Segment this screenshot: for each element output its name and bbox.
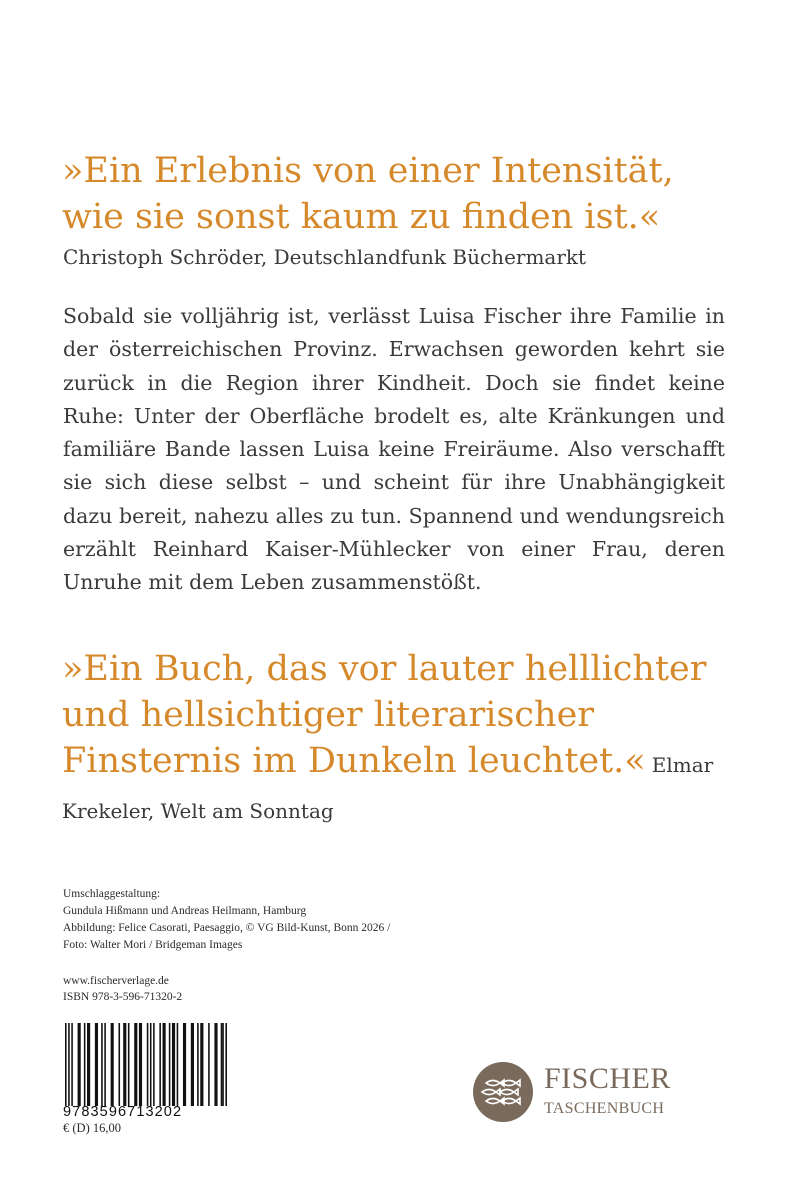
credits-line: Foto: Walter Mori / Bridgeman Images	[63, 939, 243, 951]
barcode-bar	[68, 1023, 70, 1106]
price: € (D) 16,00	[63, 1121, 121, 1135]
barcode-bar	[221, 1023, 223, 1106]
barcode-bar	[150, 1023, 152, 1106]
barcode-bar	[214, 1023, 217, 1106]
press-quote-1	[62, 148, 742, 240]
barcode-icon	[63, 1023, 229, 1106]
credits-line: Gundula Hißmann und Andreas Heilmann, Hamburg	[63, 905, 307, 917]
barcode-bar	[191, 1023, 194, 1106]
barcode-bar	[159, 1023, 161, 1106]
barcode-bar	[225, 1023, 227, 1106]
fischer-fish-logo-icon	[472, 1061, 534, 1123]
barcode-bar	[78, 1023, 81, 1106]
barcode-bar	[169, 1023, 171, 1106]
barcode-bar	[118, 1023, 120, 1106]
barcode-bar	[147, 1023, 149, 1106]
barcode-bar	[87, 1023, 90, 1106]
barcode-bar	[128, 1023, 130, 1106]
press-quote-2-source: Elmar Krekeler, Welt am Sonntag	[62, 753, 714, 823]
press-quote-2-text: »Ein Buch, das vor lauter helllichter und hellsichtiger literarischer Finsternis im Dunkeln leuchtet.«	[62, 649, 707, 781]
press-quote-1-text: »Ein Erlebnis von einer Intensität, wie sie sonst kaum zu finden ist.«	[62, 151, 674, 237]
barcode-bar	[197, 1023, 199, 1106]
credits-line: Umschlaggestaltung:	[63, 888, 161, 900]
press-quote-1-source: Christoph Schröder, Deutschlandfunk Büchermarkt	[63, 245, 587, 269]
barcode-bar	[200, 1023, 203, 1106]
isbn: ISBN 978-3-596-71320-2	[63, 991, 183, 1003]
barcode-bar	[139, 1023, 142, 1106]
barcode-bar	[95, 1023, 98, 1106]
barcode-bar	[222, 1023, 224, 1106]
barcode-bar	[183, 1023, 186, 1106]
barcode-bar	[153, 1023, 155, 1106]
press-quote-2	[62, 646, 742, 830]
barcode-bar	[163, 1023, 166, 1106]
publisher-imprint: TASCHENBUCH	[544, 1100, 665, 1117]
credits-line: Abbildung: Felice Casorati, Paesaggio, © VG Bild-Kunst, Bonn 2026 /	[63, 922, 391, 934]
website-url: www.fischerverlage.de	[63, 975, 169, 987]
barcode-bar	[84, 1023, 86, 1106]
barcode-bar	[111, 1023, 114, 1106]
barcode-bar	[104, 1023, 106, 1106]
barcode-bar	[134, 1023, 137, 1106]
barcode-bar	[71, 1023, 73, 1106]
book-description: Sobald sie volljährig ist, verlässt Luisa Fischer ihre Familie in der österreichischen Provinz. Erwachsen geworden kehrt sie zurück in die Region ihrer Kindheit. Doch sie findet keine Ruhe: Unter der Oberfläche brodelt es, alte Kränkungen und familiäre Bande lassen Luisa keine Freiräume. Also verschafft sie sich diese selbst – und scheint für ihre Unabhängigkeit dazu bereit, nahezu alles zu tun. Spannend und wendungsreich erzählt Reinhard Kaiser-Mühlecker von einer Frau, deren Unruhe mit dem Leben zusammenstößt.	[63, 304, 725, 595]
barcode-bar	[172, 1023, 175, 1106]
barcode-bar	[123, 1023, 126, 1106]
barcode-bar	[65, 1023, 67, 1106]
barcode-bar	[101, 1023, 103, 1106]
publisher-name: FISCHER	[544, 1062, 671, 1095]
barcode-bar	[177, 1023, 179, 1106]
barcode-bar	[208, 1023, 210, 1106]
cover-credits	[63, 886, 390, 954]
barcode-digits: 9783596713202	[63, 1104, 183, 1120]
publisher-info	[63, 973, 182, 1005]
